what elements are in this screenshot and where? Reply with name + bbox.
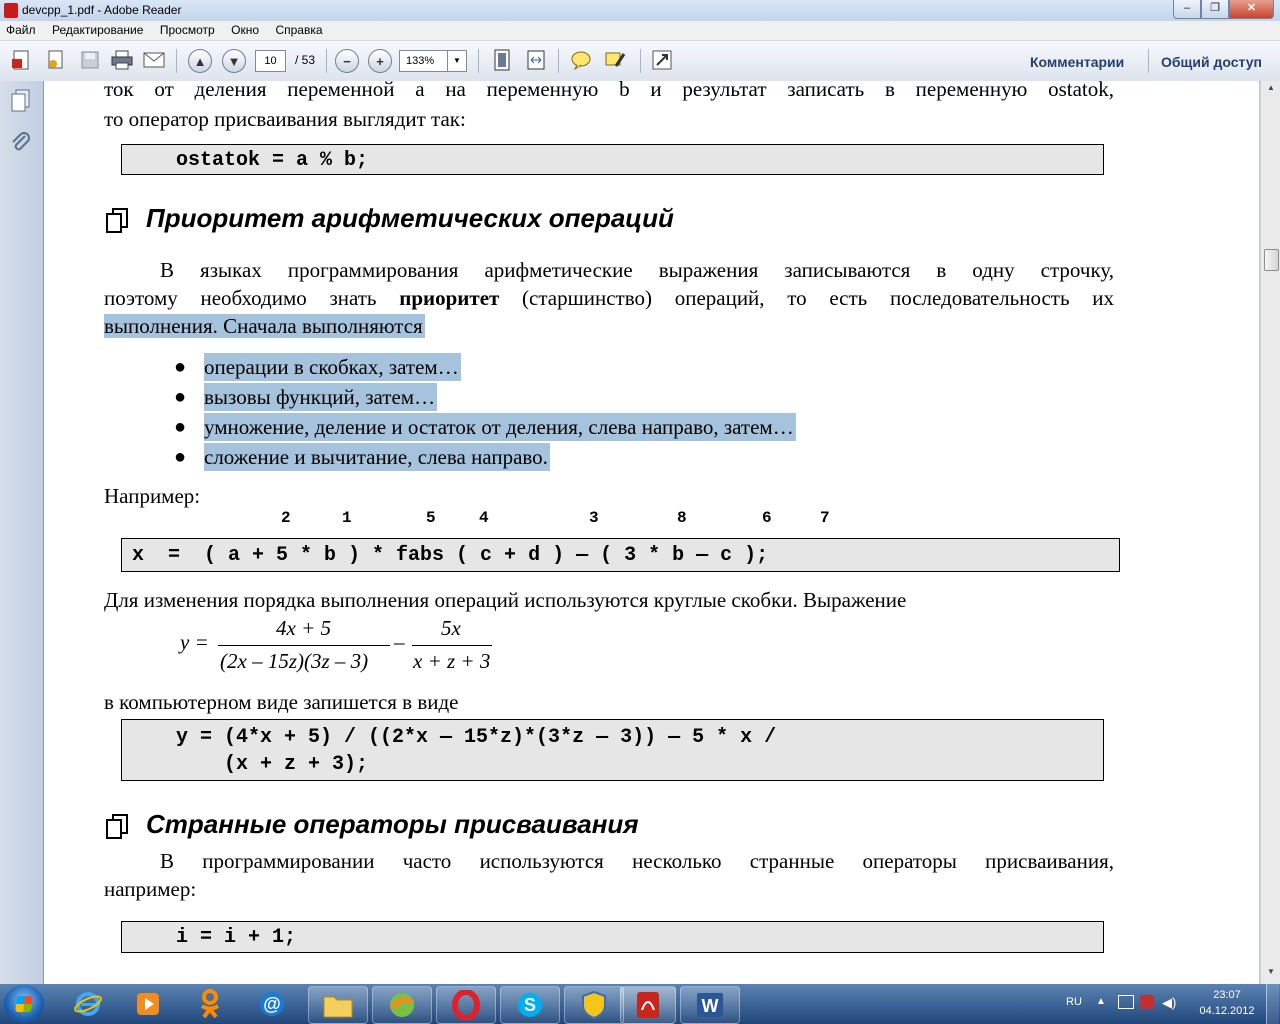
menu-help[interactable]: Справка <box>275 23 323 37</box>
fit-page-icon[interactable] <box>490 49 514 71</box>
order-number: 8 <box>677 509 687 527</box>
opera-icon[interactable] <box>436 986 496 1024</box>
vertical-scrollbar[interactable] <box>1260 81 1280 984</box>
maximize-button[interactable]: ❐ <box>1201 0 1229 19</box>
adobe-reader-icon <box>4 3 18 18</box>
order-number: 7 <box>820 509 830 527</box>
create-pdf-icon[interactable] <box>10 49 34 71</box>
page-number-input[interactable]: 10 <box>255 50 286 72</box>
scroll-down-icon[interactable]: ▼ <box>1267 967 1275 976</box>
volume-icon[interactable]: ◀) <box>1162 995 1177 1010</box>
title-bar <box>0 0 1280 21</box>
paragraph-line <box>104 312 425 340</box>
previous-page-icon[interactable]: ▲ <box>188 49 212 73</box>
formula-numerator: 5x <box>441 616 461 640</box>
toolbar-separator <box>558 49 559 73</box>
code-line: (x + z + 3); <box>176 753 369 776</box>
selected-text: выполнения. Сначала выполняются <box>104 314 423 338</box>
text-line: Например: <box>104 484 201 508</box>
comments-panel-button[interactable]: Комментарии <box>1030 54 1125 70</box>
close-button[interactable]: ✕ <box>1229 0 1274 19</box>
text-line: ток от деления переменной a на переменную b и результат записать в переменную ostatok, <box>104 81 1114 101</box>
mail-agent-icon[interactable] <box>244 986 300 1022</box>
document-page: ток от деления переменной a на переменную b и результат записать в переменную ostatok, то оператор присваивания выглядит так: ostatok = a % b; Приоритет арифметических операций В языках программирования арифметические выражения записываются в одну строчку, поэтому необходимо знать приоритет (старшинство) операций, то есть последовательность их выполнения. Сначала выполняются ● операции в скобках, затем… ● вызовы функций, затем… ● умножение, деление и остаток от деления, слева направо, затем… ● сложение и вычитание, слева направо. Например: 2 1 5 4 3 8 6 7 x = ( a + 5 * b ) * fabs ( c + d ) — ( 3 * b — c ); Для изменения порядка выполнения операций используются круглые скобки. Выражение y = 4x + 5 (2x – 15z)(3z – 3) – 5x x + z + 3 в компьютерном виде запишется в виде y = (4*x + 5) / ((2*x — 15*z)*(3*z — 3)) — 5 * x / (x + z + 3); Странные операторы присваивания В программировании часто используются несколько странные операторы присваивания, например: i = i + 1; <box>44 81 1259 984</box>
system-tray <box>1060 984 1280 1024</box>
file-explorer-icon[interactable] <box>308 986 368 1024</box>
toolbar <box>0 41 1280 82</box>
paragraph-line: например: <box>104 877 197 901</box>
window-title: devcpp_1.pdf - Adobe Reader <box>22 3 182 17</box>
section-icon <box>106 208 126 232</box>
bold-term: приоритет <box>399 286 500 310</box>
section-heading: Приоритет арифметических операций <box>146 203 674 233</box>
section-icon <box>106 814 126 838</box>
svg-text:W: W <box>701 996 719 1016</box>
text-line: то оператор присваивания выглядит так: <box>104 107 466 131</box>
expand-icon[interactable] <box>650 49 674 71</box>
messenger-icon[interactable] <box>372 986 432 1024</box>
paragraph-line: В языках программирования арифметические выражения записываются в одну строчку, <box>160 258 1114 282</box>
show-desktop-button[interactable] <box>1266 984 1279 1024</box>
menu-bar <box>0 21 1280 41</box>
toolbar-separator <box>176 49 177 73</box>
zoom-dropdown-chevron-icon[interactable]: ▼ <box>447 50 467 72</box>
formula-minus: – <box>394 630 405 654</box>
start-button[interactable] <box>4 985 44 1023</box>
text-line: в компьютерном виде запишется в виде <box>104 690 459 714</box>
minimize-button[interactable]: ‒ <box>1173 0 1201 19</box>
zoom-in-icon[interactable]: + <box>368 49 392 73</box>
tray-expand-icon[interactable]: ▲ <box>1096 996 1106 1007</box>
order-number: 5 <box>426 509 436 527</box>
scrollbar-thumb[interactable] <box>1264 249 1279 271</box>
highlight-icon[interactable] <box>602 49 628 71</box>
attachments-paperclip-icon[interactable] <box>10 131 32 161</box>
toolbar-separator <box>478 49 479 73</box>
network-icon[interactable] <box>1118 995 1134 1009</box>
media-player-icon[interactable] <box>120 986 176 1022</box>
pages-panel-icon[interactable] <box>10 89 32 119</box>
order-number: 3 <box>589 509 599 527</box>
svg-text:S: S <box>523 995 537 1015</box>
save-icon[interactable] <box>78 49 102 71</box>
code-block <box>121 719 1104 781</box>
toolbar-separator <box>640 49 641 73</box>
order-number: 2 <box>281 509 291 527</box>
next-page-icon[interactable]: ▼ <box>222 49 246 73</box>
order-number: 1 <box>342 509 352 527</box>
paragraph-line: В программировании часто используются несколько странные операторы присваивания, <box>160 849 1114 873</box>
navigation-pane <box>0 81 44 984</box>
clock-date[interactable]: 04.12.2012 <box>1199 1005 1255 1017</box>
fit-width-icon[interactable] <box>524 49 548 71</box>
email-icon[interactable] <box>142 49 166 71</box>
comment-bubble-icon[interactable] <box>568 49 594 71</box>
action-center-icon[interactable] <box>1140 995 1154 1009</box>
shield-icon[interactable] <box>564 986 624 1024</box>
menu-window[interactable]: Окно <box>231 23 259 37</box>
zoom-level-input[interactable]: 133% <box>399 50 455 72</box>
word-icon[interactable] <box>680 986 740 1024</box>
toolbar-separator <box>1148 49 1149 73</box>
language-indicator[interactable]: RU <box>1066 996 1082 1008</box>
internet-explorer-icon[interactable] <box>60 986 116 1022</box>
svg-text:@: @ <box>263 994 281 1014</box>
zoom-out-icon[interactable]: − <box>335 49 359 73</box>
formula-lhs: y = <box>180 630 209 654</box>
clock-time[interactable]: 23:07 <box>1213 989 1241 1001</box>
formula-denominator: x + z + 3 <box>413 649 491 673</box>
code-line: y = (4*x + 5) / ((2*x — 15*z)*(3*z — 3)) — 5 * x / <box>176 726 777 749</box>
paragraph-line: поэтому необходимо знать приоритет (старшинство) операций, то есть последовательность их <box>104 286 1114 310</box>
adobe-reader-taskbar-icon[interactable] <box>620 986 676 1024</box>
taskbar <box>0 984 1280 1024</box>
menu-view[interactable]: Просмотр <box>159 23 215 37</box>
order-number: 6 <box>762 509 772 527</box>
code-block: ostatok = a % b; <box>121 144 1104 175</box>
fraction-bar <box>218 645 390 646</box>
scroll-up-icon[interactable]: ▲ <box>1267 83 1275 92</box>
code-block: i = i + 1; <box>121 921 1104 953</box>
skype-icon[interactable] <box>500 986 560 1024</box>
formula-numerator: 4x + 5 <box>276 616 331 640</box>
odnoklassniki-icon[interactable] <box>182 986 238 1022</box>
section-heading: Странные операторы присваивания <box>146 809 639 839</box>
edit-pdf-icon[interactable] <box>44 49 68 71</box>
order-number: 4 <box>479 509 489 527</box>
formula-denominator: (2x – 15z)(3z – 3) <box>220 649 369 673</box>
fraction-bar <box>412 645 492 646</box>
text-line: Для изменения порядка выполнения операций используются круглые скобки. Выражение <box>104 588 907 612</box>
toolbar-separator <box>326 49 327 73</box>
share-panel-button[interactable]: Общий доступ <box>1161 54 1262 70</box>
code-block: x = ( a + 5 * b ) * fabs ( c + d ) — ( 3 * b — c ); <box>121 538 1120 572</box>
page-total: / 53 <box>294 53 315 67</box>
print-icon[interactable] <box>110 49 134 71</box>
menu-edit[interactable]: Редактирование <box>51 23 144 37</box>
menu-file[interactable]: Файл <box>6 23 36 37</box>
